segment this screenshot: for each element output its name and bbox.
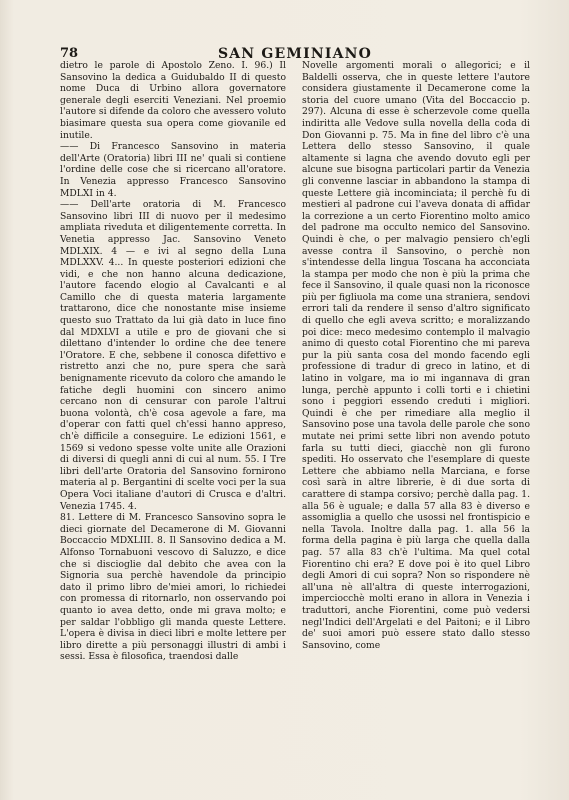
paragraph: —— Di Francesco Sansovino in materia dell'Arte (Oratoria) libri III ne' quali si contiene l'ordine delle cose che si ricercano all'oratore. In Venezia appresso Francesco Sansovino MDLXI in 4. [60, 141, 286, 199]
paragraph: —— Dell'arte oratoria di M. Francesco Sansovino libri III di nuovo per il medesimo ampliata riveduta et diligentemente corretta. In Venetia appresso Jac. Sansovino Veneto MDLXIX. 4 — e ivi al segno della Luna MDLXXV. 4... In queste posteriori edizioni che vidi, e che non hanno alcuna dedicazione, l'autore facendo elogio al Cavalcanti e al Camillo che di questa materia largamente trattarono, dice che nonostante mise insieme questo suo Trattato da lui già dato in luce fino dal MDXLVI a utile e pro de giovani che si dilettano d'intender lo ordine che dee tenere l'Oratore. E che, sebbene il conosca difettivo e ristretto anzi che no, pure spera che sarà benignamente ricevuto da coloro che amando le fatiche degli huomini con sincero animo cercano non di censurar con parole l'altrui buona volontà, ch'è cosa agevole a fare, ma d'operar con fatti quel ch'essi hanno appreso, ch'è difficile a conseguire. Le edizioni 1561, e 1569 si vedono spesse volte unite alle Orazioni di diversi di quegli anni di cui al num. 55. I Tre libri dell'arte Oratoria del Sansovino fornirono materia al p. Bergantini di scelte voci per la sua Opera Voci italiane d'autori di Crusca e d'altri. Venezia 1745. 4. [60, 199, 286, 512]
paragraph: 81. Lettere di M. Francesco Sansovino sopra le dieci giornate del Decamerone di M. Giovanni Boccaccio MDXLIII. 8. Il Sansovino dedica a M. Alfonso Tornabuoni vescovo di Saluzzo, e dice che si discioglie dal debito che avea con la Signoria sua perchè havendole da principio dato il primo libro de'miei amori, lo richiedei con promessa di ritornarlo, non osservando poi quanto io avea detto, onde mi grava molto; e per saldar l'obbligo gli manda queste Lettere. L'opera è divisa in dieci libri e molte lettere per libro dirette a più personaggi illustri di ambi i sessi. Essa è filosofica, traendosi dalle [60, 512, 286, 663]
right-column [302, 60, 530, 651]
left-column [60, 60, 286, 663]
paragraph: Novelle argomenti morali o allegorici; e il Baldelli osserva, che in queste lettere l'autore considera giustamente il Decamerone come la storia del cuore umano (Vita del Boccaccio p. 297). Alcuna di esse è scherzevole come quella indiritta alle Vedove sulla novella della coda di Don Giovanni p. 75. Ma in fine del libro c'è una Lettera dello stesso Sansovino, il quale altamente si lagna che avendo dovuto egli per alcune sue bisogna particolari partir da Venezia gli convenne lasciar in abbandono la stampa di queste Lettere già incominciata; il perchè fu di mestieri al padrone cui l'aveva donata di affidar la correzione a un certo Fiorentino molto amico del padrone ma occulto nemico del Sansovino. Quindi è che, o per malvagio pensiero ch'egli avesse contra il Sansovino, o perchè non s'intendesse della lingua Toscana ha acconciata la stampa per modo che non è più la prima che fece il Sansovino, il quale quasi non la riconosce più per figliuola ma come una straniera, sendovi errori tali da rendere il senso d'altro significato di quello che egli aveva scritto; e moralizzando poi dice: meco medesimo contemplo il malvagio animo di questo cotal Fiorentino che mi pareva pur la più santa cosa del mondo facendo egli professione di tradur di greco in latino, et di latino in volgare, ma io mi ingannava di gran lunga, perchè appunto i colli torti e i chietini sono i peggiori essendo creduti i migliori. Quindi è che per rimediare alla meglio il Sansovino pose una tavola delle parole che sono mutate nei primi sette libri non avendo potuto farla su tutti dieci, giacchè non gli furono spediti. Ho osservato che l'esemplare di queste Lettere che abbiamo nella Marciana, e forse così sarà in altre librerie, è di due sorta di carattere di stampa corsivo; perchè dalla pag. 1. alla 56 è uguale; e dalla 57 alla 83 è diverso e assomiglia a quello che usossi nel frontispicio e nella Tavola. Inoltre dalla pag. 1. alla 56 la forma della pagina è più larga che quella dalla pag. 57 alla 83 ch'è l'ultima. Ma quel cotal Fiorentino chi era? E dove poi è ito quel Libro degli Amori di cui sopra? Non so rispondere nè all'una nè all'altra di queste interrogazioni, imperciocchè molti erano in allora in Venezia i traduttori, anche Fiorentini, come può vedersi negl'Indici dell'Argelati e del Paitoni; e il Libro de' suoi amori può essere stato dallo stesso Sansovino, come [302, 60, 530, 651]
paragraph: dietro le parole di Apostolo Zeno. I. 96.) Il Sansovino la dedica a Guidubaldo II di questo nome Duca di Urbino allora governatore generale degli eserciti Veneziani. Nel proemio l'autore si difende da coloro che avessero voluto biasimare questa sua opera come giovanile ed inutile. [60, 60, 286, 141]
page-number: 78 [60, 46, 79, 61]
running-head: SAN GEMINIANO [217, 46, 373, 62]
